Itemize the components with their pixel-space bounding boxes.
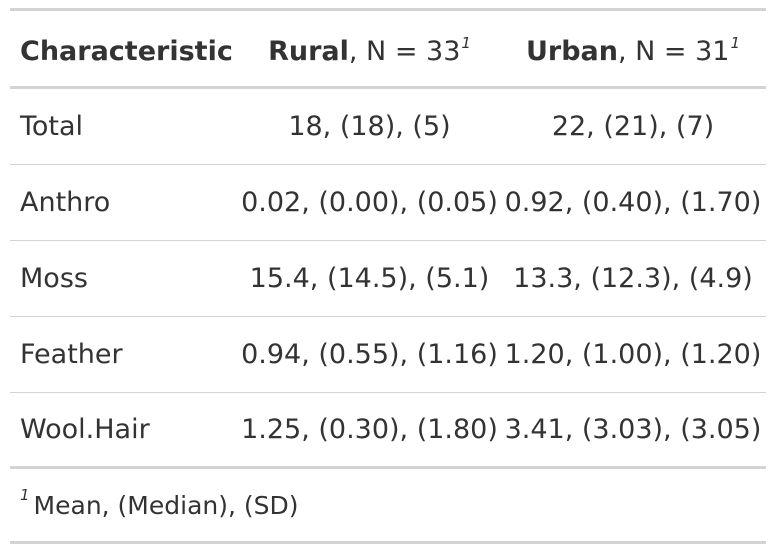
header-rural-footnote-mark: 1 bbox=[461, 34, 471, 52]
header-rural-label: Rural bbox=[268, 36, 349, 67]
footnote-mark: 1 bbox=[20, 485, 30, 504]
row-label: Total bbox=[20, 111, 84, 142]
row-label: Feather bbox=[20, 339, 123, 370]
header-urban-label: Urban bbox=[525, 36, 618, 67]
row-label: Wool.Hair bbox=[20, 414, 150, 445]
header-characteristic: Characteristic bbox=[20, 36, 233, 67]
row-label: Anthro bbox=[20, 187, 111, 218]
footnote-text: Mean, (Median), (SD) bbox=[33, 490, 299, 520]
row-label: Moss bbox=[20, 263, 88, 294]
header-rural bbox=[239, 32, 500, 65]
rural-value: 15.4, (14.5), (5.1) bbox=[249, 263, 490, 294]
rural-value: 0.94, (0.55), (1.16) bbox=[241, 339, 498, 370]
header-urban bbox=[500, 32, 766, 65]
urban-value: 1.20, (1.00), (1.20) bbox=[504, 339, 762, 370]
urban-value: 3.41, (3.03), (3.05) bbox=[504, 414, 762, 445]
table-row-wool-hair bbox=[10, 393, 766, 469]
footnote-text-container bbox=[20, 485, 299, 520]
rural-value: 1.25, (0.30), (1.80) bbox=[241, 414, 498, 445]
rural-value: 0.02, (0.00), (0.05) bbox=[241, 187, 498, 218]
header-urban-n: , N = 31 bbox=[617, 36, 730, 67]
table-footnote bbox=[10, 469, 766, 541]
rural-value: 18, (18), (5) bbox=[288, 111, 451, 142]
summary-table bbox=[10, 8, 766, 544]
header-urban-footnote-mark: 1 bbox=[730, 34, 741, 52]
table-row-feather bbox=[10, 317, 766, 393]
table-row-moss bbox=[10, 241, 766, 317]
urban-value: 13.3, (12.3), (4.9) bbox=[513, 263, 753, 294]
urban-value: 0.92, (0.40), (1.70) bbox=[504, 187, 762, 218]
urban-value: 22, (21), (7) bbox=[551, 111, 715, 142]
table-header-row bbox=[10, 11, 766, 89]
table-row-anthro bbox=[10, 165, 766, 241]
header-rural-n: , N = 33 bbox=[348, 36, 461, 67]
table-row-total bbox=[10, 89, 766, 165]
